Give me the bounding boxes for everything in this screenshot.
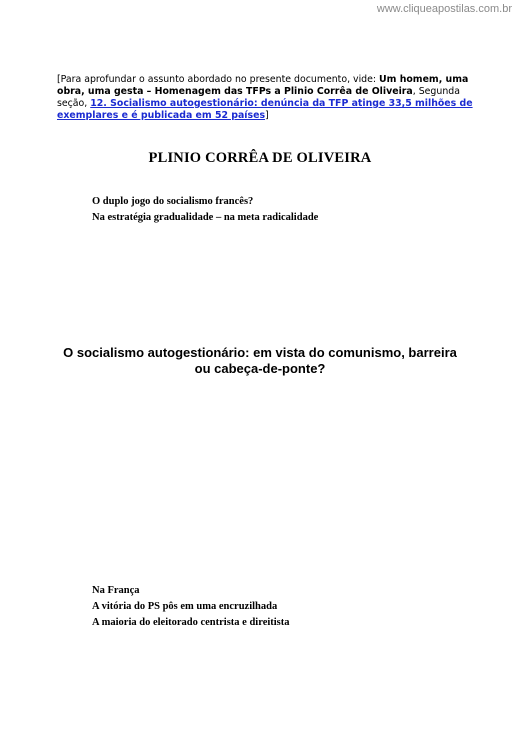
section-line-1: Na França [92, 585, 140, 596]
author-heading: PLINIO CORRÊA DE OLIVEIRA [148, 150, 372, 166]
subtitle-block [92, 194, 318, 226]
section-line-3: A maioria do eleitorado centrista e direitista [92, 617, 290, 628]
section-line-2: A vitória do PS pôs em uma encruzilhada [92, 601, 278, 612]
subtitle-line-2: Na estratégia gradualidade – na meta radicalidade [92, 212, 319, 223]
site-watermark: www.cliqueapostilas.com.br [376, 3, 512, 15]
reference-note [57, 74, 477, 122]
main-title: O socialismo autogestionário: em vista do comunismo, barreira ou cabeça-de-ponte? [63, 345, 457, 376]
section-heading-block [92, 583, 290, 631]
note-open-text: [Para aprofundar o assunto abordado no presente documento, vide: [57, 74, 380, 85]
subtitle-line-1: O duplo jogo do socialismo francês? [92, 196, 254, 207]
note-close-text: ] [265, 110, 269, 121]
note-section-link[interactable]: 12. Socialismo autogestionário: denúncia da TFP atinge 33,5 milhões de exemplares e é publicada em 52 países [57, 98, 473, 121]
note-book-title: Um homem, uma obra, uma gesta – Homenagem das TFPs a Plinio Corrêa de Oliveira [57, 74, 469, 97]
note-middle-text: , Segunda seção, [57, 86, 460, 109]
